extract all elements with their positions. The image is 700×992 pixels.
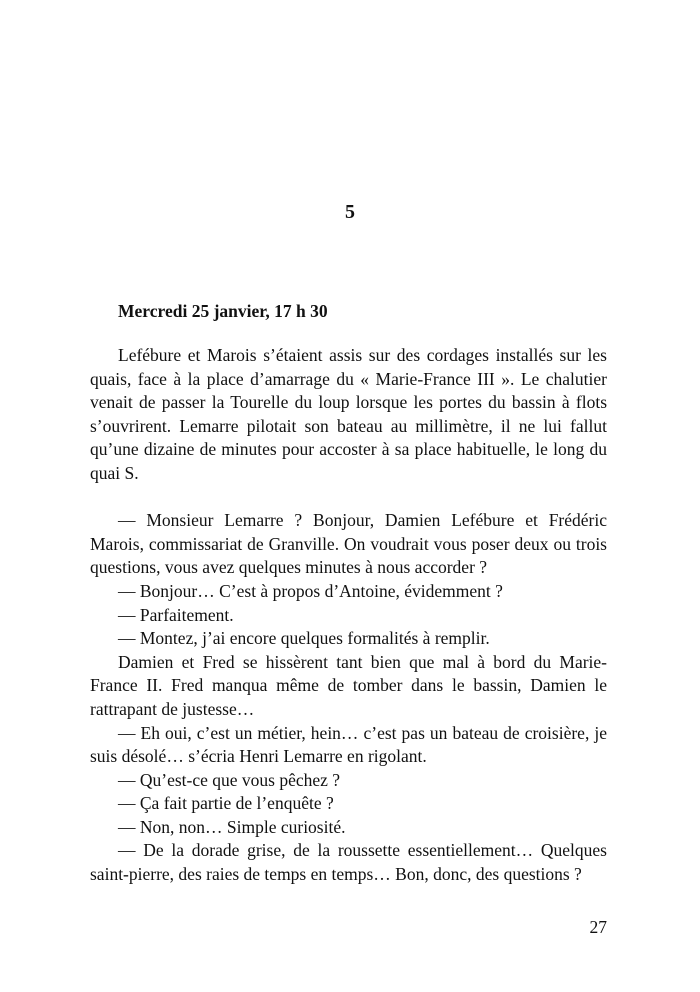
dialogue-line: — Bonjour… C’est à propos d’Antoine, évidemment ? <box>118 580 503 601</box>
dialogue-line: — Montez, j’ai encore quelques formalités à remplir. <box>118 628 490 649</box>
page-number: 27 <box>589 917 607 937</box>
dialogue-line: — Monsieur Lemarre ? Bonjour, Damien Lefébure et Frédéric Marois, commissariat de Granville. On voudrait vous poser deux ou trois questions, vous avez quelques minutes à nous accorder ? <box>90 510 607 578</box>
dialogue-line: — Ça fait partie de l’enquête ? <box>118 793 334 814</box>
chapter-number: 5 <box>345 201 355 223</box>
dialogue-line: — Eh oui, c’est un métier, hein… c’est pas un bateau de croisière, je suis désolé… s’écria Henri Lemarre en rigolant. <box>90 722 607 767</box>
dialogue-line: — Non, non… Simple curiosité. <box>118 816 346 837</box>
dialogue-line: — Qu’est-ce que vous pêchez ? <box>118 769 341 790</box>
paragraph-spacer <box>90 486 607 510</box>
paragraph: Damien et Fred se hissèrent tant bien que mal à bord du Marie-France II. Fred manqua même de tomber dans le bassin, Damien le rattrapant de justesse… <box>90 651 607 719</box>
section-heading: Mercredi 25 janvier, 17 h 30 <box>118 301 328 321</box>
body-text <box>90 344 607 887</box>
dialogue-line: — Parfaitement. <box>118 604 234 625</box>
paragraph: Lefébure et Marois s’étaient assis sur des cordages installés sur les quais, face à la place d’amarrage du « Marie-France III ». Le chalutier venait de passer la Tourelle du loup lorsque les portes du bassin à flots s’ouvrirent. Lemarre pilotait son bateau au millimètre, il ne lui fallut qu’une dizaine de minutes pour accoster à sa place habituelle, le long du quai S. <box>90 345 607 483</box>
dialogue-line: — De la dorade grise, de la roussette essentiellement… Quelques saint-pierre, des raies de temps en temps… Bon, donc, des questions ? <box>90 840 607 885</box>
